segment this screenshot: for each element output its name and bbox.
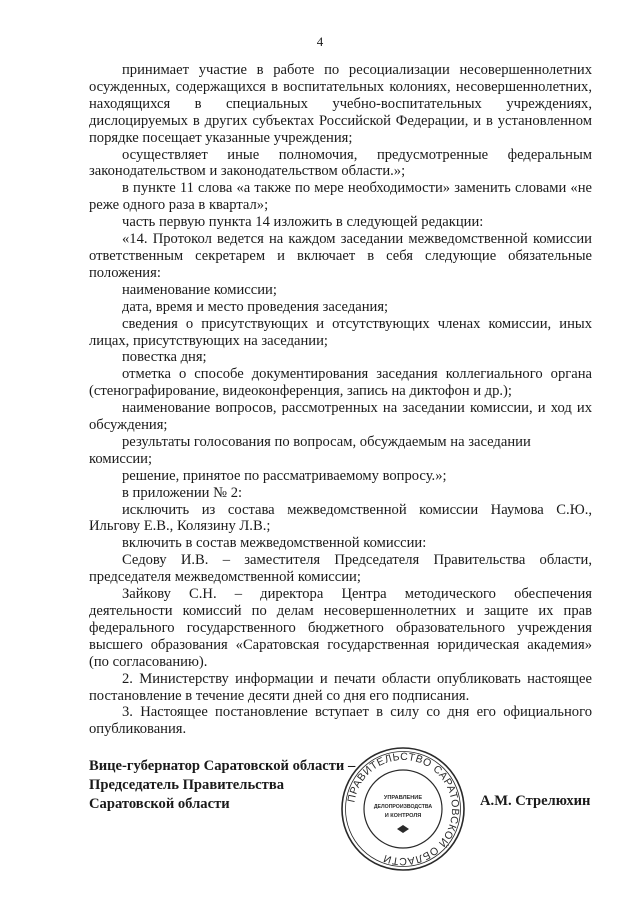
paragraph: включить в состав межведомственной комиссии: bbox=[122, 535, 427, 552]
signatory-title-line: Председатель Правительства bbox=[89, 777, 285, 793]
signatory-title bbox=[89, 757, 355, 814]
paragraph: наименование вопросов, рассмотренных на заседании комиссии, и ход их обсуждения; bbox=[89, 400, 592, 434]
paragraph: Зайкову С.Н. – директора Центра методического обеспечения деятельности комиссий по делам несовершеннолетних и защите их прав федерального государственного бюджетного образовательного учреждения высшего образования «Саратовская государственная юридическая академия» (по согласованию). bbox=[89, 586, 592, 670]
seal-outer-text: ПРАВИТЕЛЬСТВО САРАТОВСКОЙ ОБЛАСТИ bbox=[345, 750, 462, 868]
paragraph: исключить из состава межведомственной комиссии Наумова С.Ю., Ильгову Е.В., Колязину Л.В.; bbox=[89, 501, 592, 535]
signatory-title-line: Вице-губернатор Саратовской области – bbox=[89, 758, 356, 774]
paragraph: решение, принятое по рассматриваемому вопросу.»; bbox=[122, 467, 447, 484]
paragraph: отметка о способе документирования заседания коллегиального органа (стенографирование, видеоконференция, запись на диктофон и др.); bbox=[89, 366, 592, 400]
document-body bbox=[89, 62, 592, 738]
official-seal bbox=[339, 745, 467, 873]
paragraph: Седову И.В. – заместителя Председателя Правительства области, председателя межведомственной комиссии; bbox=[89, 552, 592, 586]
seal-star-icon bbox=[397, 825, 409, 833]
paragraph: принимает участие в работе по ресоциализации несовершеннолетних осужденных, содержащихся в воспитательных колониях, несовершеннолетних, находящихся в специальных учебно-воспитательных учреждениях, дислоцируемых в других субъектах Российской Федерации, и в установленном порядке посещает указанные учреждения; bbox=[89, 62, 592, 146]
signatory-name: А.М. Стрелюхин bbox=[480, 793, 591, 809]
paragraph: осуществляет иные полномочия, предусмотренные федеральным законодательством и законодательством области.»; bbox=[89, 146, 592, 180]
paragraph: результаты голосования по вопросам, обсуждаемым на заседании комиссии; bbox=[89, 433, 531, 467]
paragraph: повестка дня; bbox=[122, 349, 207, 366]
seal-inner-text: И КОНТРОЛЯ bbox=[384, 813, 422, 819]
paragraph: в приложении № 2: bbox=[122, 484, 243, 501]
seal-inner-text: ДЕЛОПРОИЗВОДСТВА bbox=[373, 804, 433, 810]
paragraph: 2. Министерству информации и печати области опубликовать настоящее постановление в течение десяти дней со дня его подписания. bbox=[89, 670, 592, 704]
paragraph: в пункте 11 слова «а также по мере необходимости» заменить словами «не реже одного раза в квартал»; bbox=[89, 180, 592, 214]
seal-inner-text: УПРАВЛЕНИЕ bbox=[383, 795, 423, 801]
paragraph: «14. Протокол ведется на каждом заседании межведомственной комиссии ответственным секретарем и включает в себя следующие обязательные положения: bbox=[89, 231, 592, 281]
paragraph: часть первую пункта 14 изложить в следующей редакции: bbox=[122, 214, 484, 231]
paragraph: сведения о присутствующих и отсутствующих членах комиссии, иных лицах, присутствующих на заседании; bbox=[89, 315, 592, 349]
signatory-title-line: Саратовской области bbox=[89, 796, 230, 812]
page-number: 4 bbox=[316, 34, 324, 49]
paragraph: наименование комиссии; bbox=[122, 281, 277, 298]
paragraph: дата, время и место проведения заседания; bbox=[122, 298, 389, 315]
paragraph: 3. Настоящее постановление вступает в силу со дня его официального опубликования. bbox=[89, 704, 592, 738]
